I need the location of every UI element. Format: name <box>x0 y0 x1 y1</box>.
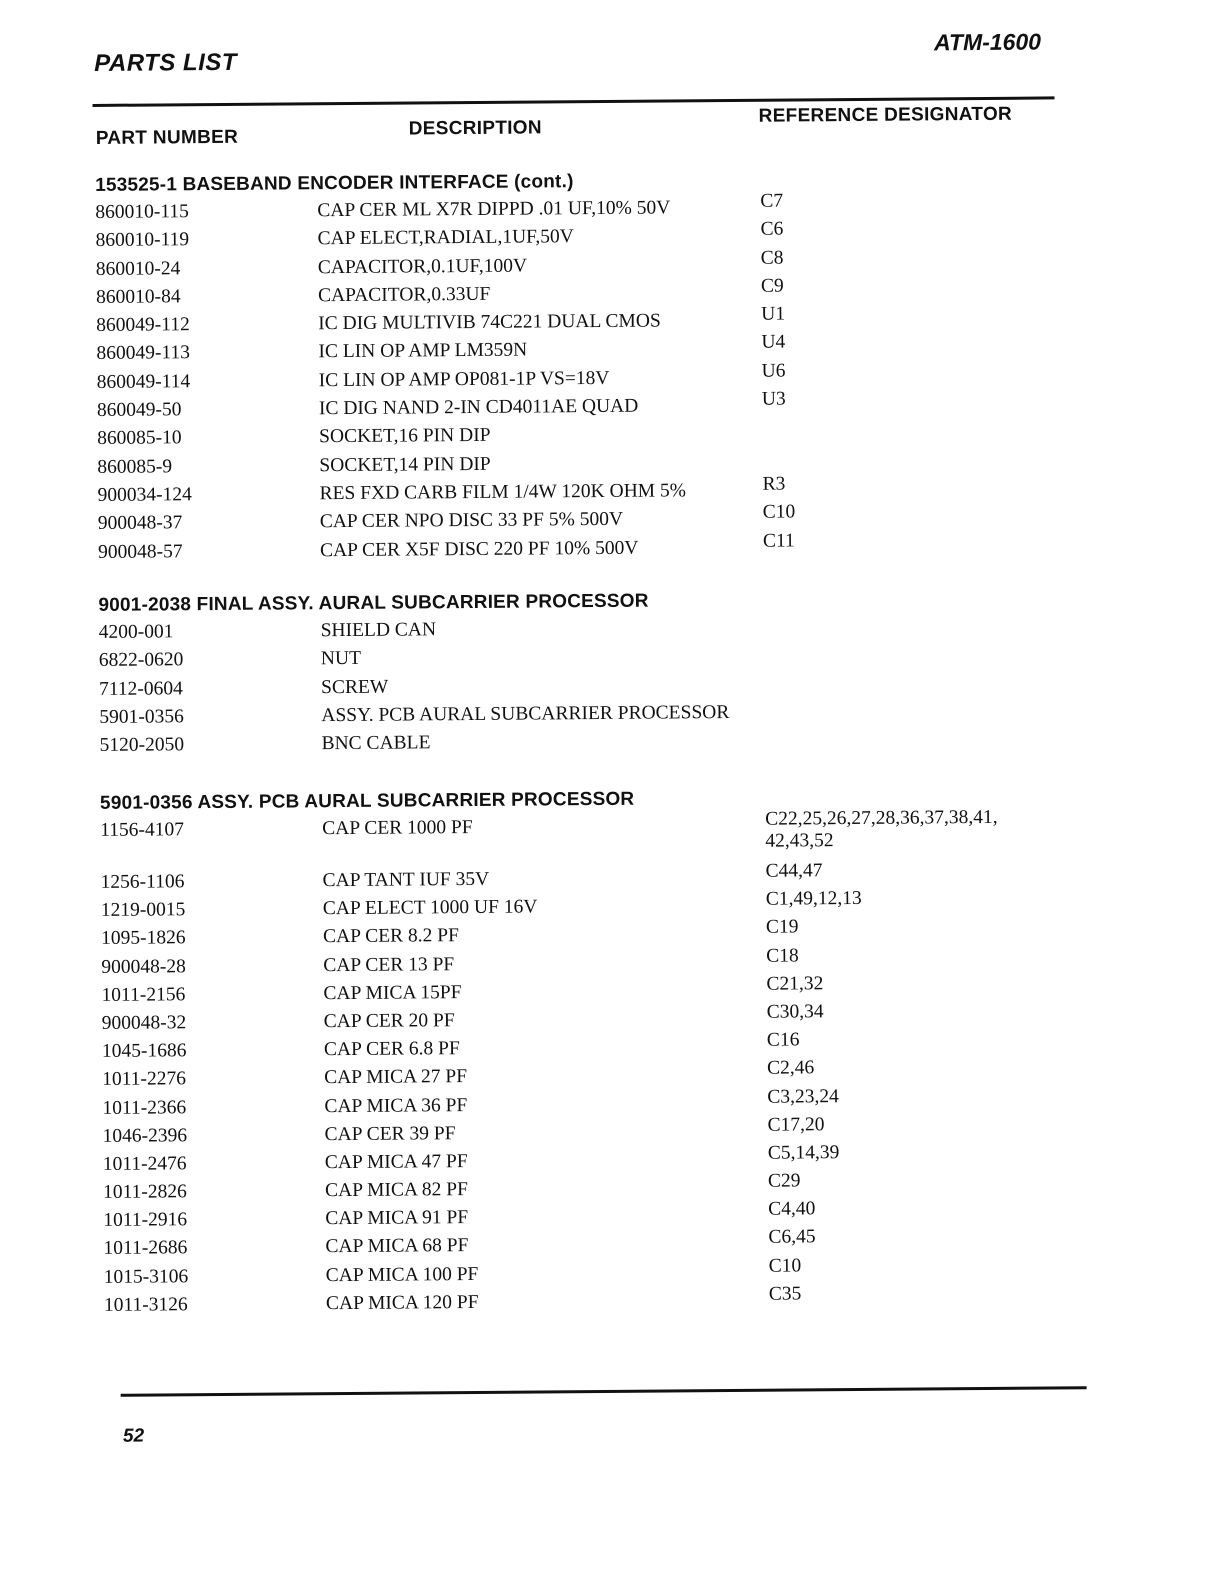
reference-designator <box>766 943 1066 967</box>
reference-line: C44,47 <box>765 860 823 882</box>
part-number: 1011-2686 <box>103 1237 188 1260</box>
description: CAP CER 6.8 PF <box>323 1038 460 1061</box>
reference-designator <box>760 188 1060 212</box>
description: CAP CER 1000 PF <box>322 817 473 840</box>
reference-line: C17,20 <box>767 1113 825 1136</box>
reference-line: C21,32 <box>766 973 824 995</box>
part-number: 4200-001 <box>98 621 174 643</box>
part-number: 860049-114 <box>96 370 191 393</box>
reference-line: C29 <box>767 1170 801 1192</box>
section-title: 153525-1 BASEBAND ENCODER INTERFACE (cont.) <box>95 171 574 196</box>
reference-designator <box>762 386 1062 410</box>
column-header-part-number: PART NUMBER <box>95 126 239 149</box>
reference-designator <box>769 1281 1069 1305</box>
reference-line: C10 <box>762 501 796 523</box>
reference-designator <box>761 302 1061 326</box>
reference-designator <box>763 528 1063 552</box>
reference-designator <box>760 217 1060 241</box>
description: IC DIG MULTIVIB 74C221 DUAL CMOS <box>318 310 661 335</box>
reference-designator <box>761 330 1061 354</box>
part-number: 1095-1826 <box>100 927 186 950</box>
part-number: 900048-32 <box>101 1012 187 1034</box>
part-number: 1256-1106 <box>100 871 185 893</box>
description: CAP MICA 15PF <box>323 981 462 1004</box>
reference-line: C16 <box>766 1029 800 1051</box>
reference-line: U4 <box>761 332 786 354</box>
description: CAP ELECT,RADIAL,1UF,50V <box>317 226 574 250</box>
description: CAP CER 20 PF <box>323 1010 455 1033</box>
part-number: 860010-119 <box>95 229 190 252</box>
reference-designator <box>762 358 1062 382</box>
reference-line: C6,45 <box>768 1226 816 1249</box>
description: CAP ELECT 1000 UF 16V <box>322 896 538 920</box>
reference-designator <box>767 1084 1067 1108</box>
part-number: 900034-124 <box>97 484 192 506</box>
reference-designator <box>765 858 1065 882</box>
part-number: 1011-2476 <box>102 1153 187 1175</box>
reference-line: C10 <box>768 1255 802 1277</box>
section-final-assy <box>98 584 1059 760</box>
description: CAP CER 8.2 PF <box>322 925 459 948</box>
column-header-description: DESCRIPTION <box>408 117 542 140</box>
reference-line: C30,34 <box>766 1001 824 1023</box>
model-number: ATM-1600 <box>933 28 1042 56</box>
part-number: 1046-2396 <box>102 1124 188 1147</box>
description: IC LIN OP AMP LM359N <box>318 340 528 363</box>
footer-divider <box>121 1386 1087 1397</box>
reference-line: C11 <box>762 530 795 552</box>
reference-designator <box>762 471 1062 495</box>
description: CAP MICA 91 PF <box>325 1207 469 1230</box>
description: CAPACITOR,0.33UF <box>317 283 491 307</box>
reference-line: U6 <box>761 360 786 382</box>
part-number: 1156-4107 <box>100 819 185 841</box>
part-number: 860049-113 <box>96 342 191 365</box>
part-number: 5901-0356 <box>99 706 184 728</box>
reference-designator <box>768 1225 1068 1249</box>
reference-line: C4,40 <box>768 1198 816 1220</box>
section-title: 9001-2038 FINAL ASSY. AURAL SUBCARRIER PROCESSOR <box>98 590 649 616</box>
description: CAP MICA 100 PF <box>325 1263 479 1286</box>
reference-line: C9 <box>760 275 784 297</box>
description: CAP MICA 27 PF <box>324 1066 468 1089</box>
part-number: 1011-2826 <box>102 1181 187 1203</box>
reference-designator <box>766 887 1066 911</box>
part-number: 1011-2366 <box>102 1096 187 1119</box>
part-number: 7112-0604 <box>99 677 183 700</box>
reference-line: U1 <box>761 303 786 325</box>
reference-line: C1,49,12,13 <box>765 888 862 910</box>
description: CAP MICA 120 PF <box>325 1291 479 1314</box>
section-title: 5901-0356 ASSY. PCB AURAL SUBCARRIER PROCESSOR <box>99 788 635 814</box>
section-baseband-encoder <box>95 164 1058 566</box>
reference-line: C22,25,26,27,28,36,37,38,41, <box>765 806 998 830</box>
reference-line: C5,14,39 <box>767 1142 840 1164</box>
description: BNC CABLE <box>321 732 431 755</box>
part-number: 900048-37 <box>97 512 183 535</box>
reference-designator <box>768 1140 1068 1164</box>
part-number: 6822-0620 <box>98 649 184 672</box>
description: SCREW <box>321 676 389 698</box>
reference-designator <box>761 245 1061 269</box>
page-number: 52 <box>122 1425 145 1447</box>
part-number: 860049-112 <box>96 314 190 337</box>
reference-designator <box>768 1197 1068 1221</box>
description: ASSY. PCB AURAL SUBCARRIER PROCESSOR <box>321 701 730 727</box>
reference-designator <box>768 1168 1068 1192</box>
reference-line: C6 <box>760 218 784 241</box>
part-number: 860010-84 <box>95 286 181 308</box>
reference-designator <box>766 971 1066 995</box>
description: CAP TANT IUF 35V <box>322 868 490 892</box>
section-rows <box>100 806 1064 1320</box>
description: RES FXD CARB FILM 1/4W 120K OHM 5% <box>319 480 687 505</box>
reference-line: R3 <box>762 473 786 495</box>
part-number: 1011-2276 <box>102 1068 187 1091</box>
reference-designator <box>767 1056 1067 1080</box>
reference-designator <box>765 806 1065 852</box>
part-number: 1011-3126 <box>103 1294 188 1316</box>
part-number: 1011-2916 <box>103 1209 188 1232</box>
description: CAP MICA 47 PF <box>324 1150 468 1174</box>
part-number: 1045-1686 <box>101 1040 187 1063</box>
reference-line: C19 <box>765 916 799 939</box>
reference-line: U3 <box>761 388 786 410</box>
description: CAP MICA 68 PF <box>325 1235 469 1258</box>
description: SHIELD CAN <box>320 619 437 642</box>
reference-line: C8 <box>760 247 784 269</box>
part-number: 5120-2050 <box>99 734 185 757</box>
section-rows <box>95 191 1058 566</box>
page-title: PARTS LIST <box>94 48 238 77</box>
reference-line: C3,23,24 <box>767 1085 839 1108</box>
section-rows <box>99 611 1060 760</box>
part-number: 860049-50 <box>96 399 182 422</box>
description: CAP CER X5F DISC 220 PF 10% 500V <box>319 537 639 561</box>
part-number: 900048-57 <box>97 540 183 563</box>
description: NUT <box>320 648 362 670</box>
part-number: 1011-2156 <box>101 984 186 1006</box>
reference-designator <box>767 999 1067 1023</box>
reference-designator <box>763 500 1063 524</box>
part-number: 860010-115 <box>95 201 189 223</box>
description: SOCKET,14 PIN DIP <box>319 453 491 476</box>
description: CAP CER NPO DISC 33 PF 5% 500V <box>319 509 624 533</box>
part-number: 900048-28 <box>101 955 186 978</box>
part-number: 860010-24 <box>95 257 181 280</box>
description: CAP CER ML X7R DIPPD .01 UF,10% 50V <box>317 197 671 222</box>
description: SOCKET,16 PIN DIP <box>319 425 491 448</box>
reference-designator <box>766 915 1066 939</box>
column-header-reference: REFERENCE DESIGNATOR <box>758 103 1013 127</box>
reference-designator <box>767 1112 1067 1136</box>
description: CAPACITOR,0.1UF,100V <box>317 255 528 278</box>
description: CAP CER 13 PF <box>323 953 455 976</box>
description: IC LIN OP AMP OP081-1P VS=18V <box>318 367 610 391</box>
description: CAP MICA 82 PF <box>324 1179 469 1202</box>
reference-line: C7 <box>760 190 784 212</box>
description: IC DIG NAND 2-IN CD4011AE QUAD <box>318 395 639 420</box>
section-pcb-assy <box>100 782 1064 1320</box>
reference-line: C35 <box>768 1283 802 1305</box>
reference-line: C18 <box>766 945 799 967</box>
reference-line-continued: 42,43,52 <box>765 830 834 852</box>
reference-designator <box>767 1027 1067 1051</box>
part-number: 860085-9 <box>97 456 173 478</box>
reference-designator <box>761 273 1061 297</box>
part-number: 860085-10 <box>97 427 182 450</box>
description: CAP MICA 36 PF <box>324 1094 468 1117</box>
part-number: 1015-3106 <box>103 1265 189 1288</box>
part-number: 1219-0015 <box>100 899 186 922</box>
reference-designator <box>769 1253 1069 1277</box>
description: CAP CER 39 PF <box>324 1122 456 1145</box>
reference-line: C2,46 <box>767 1057 815 1080</box>
